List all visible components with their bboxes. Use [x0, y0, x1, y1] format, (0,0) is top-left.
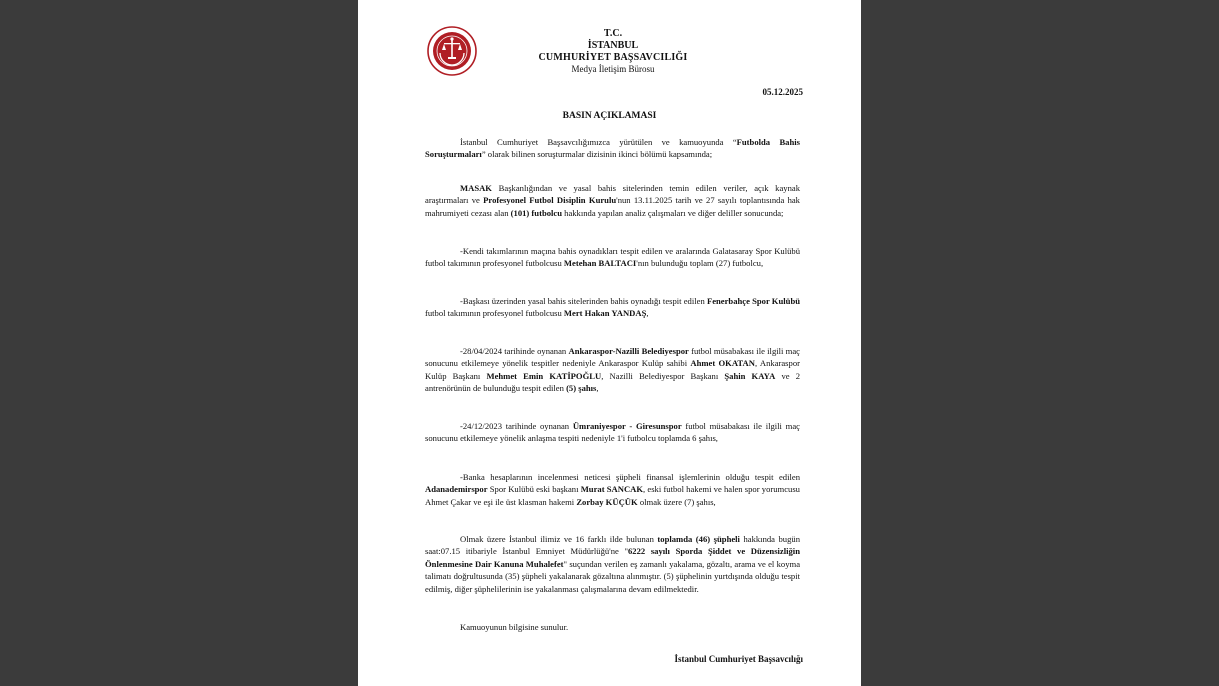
header-office: Medya İletişim Bürosu	[571, 64, 655, 74]
paragraph-4: -Başkası üzerinden yasal bahis sitelerinden bahis oynadığı tespit edilen Fenerbahçe Spor Kulübü futbol takımının profesyonel futbolcusu Mert Hakan YANDAŞ,	[425, 296, 801, 319]
document-page	[358, 0, 861, 686]
prosecutor-seal-logo	[427, 26, 477, 76]
signature: İstanbul Cumhuriyet Başsavcılığı	[674, 654, 803, 664]
header-tc: T.C.	[603, 28, 623, 39]
viewer-background-left	[0, 0, 358, 686]
paragraph-2: MASAK Başkanlığından ve yasal bahis sitelerinden temin edilen veriler, açık kaynak araştırmaları ve Profesyonel Futbol Disiplin Kurulu'nun 13.11.2025 tarih ve 27 sayılı toplantısında hak mahrumiyeti cezası alan (101) futbolcu hakkında yapılan analiz çalışmaları ve diğer deliller sonucunda;	[425, 183, 800, 218]
header-city: İSTANBUL	[587, 40, 639, 51]
header-institution: CUMHURİYET BAŞSAVCILIĞI	[538, 52, 688, 63]
paragraph-1: İstanbul Cumhuriyet Başsavcılığımızca yürütülen ve kamuoyunda “Futbolda Bahis Soruşturmaları” olarak bilinen soruşturmalar dizisinin ikinci bölümü kapsamında;	[425, 137, 800, 160]
document-date: 05.12.2025	[762, 87, 803, 97]
paragraph-9: Kamuoyunun bilgisine sunulur.	[460, 622, 569, 632]
paragraph-7: -Banka hesaplarının incelenmesi neticesi şüpheli finansal işlemlerinin olduğu tespit edilen Adanademirspor Spor Kulübü eski başkanı Murat SANCAK, eski futbol hakemi ve halen spor yorumcusu Ahmet Çakar ve eşi ile üst klasman hakemi Zorbay KÜÇÜK olmak üzere (7) şahıs,	[425, 472, 800, 507]
paragraph-5: -28/04/2024 tarihinde oynanan Ankaraspor-Nazilli Belediyespor futbol müsabakası ile ilgili maç sonucunu etkilemeye yönelik tespitler nedeniyle Ankaraspor Kulüp sahibi Ahmet OKATAN, Ankaraspor Kulüp Başkanı Mehmet Emin KATİPOĞLU, Nazilli Belediyespor Başkanı Şahin KAYA ve 2 antrenörünün de bulunduğu tespit edilen (5) şahıs,	[425, 346, 800, 394]
paragraph-3: -Kendi takımlarının maçına bahis oynadıkları tespit edilen ve aralarında Galatasaray Spor Kulübü futbol takımının profesyonel futbolcusu Metehan BALTACI'nın bulunduğu toplam (27) futbolcu,	[425, 246, 800, 269]
paragraph-6: -24/12/2023 tarihinde oynanan Ümraniyespor - Giresunspor futbol müsabakası ile ilgili maç sonucunu etkilemeye yönelik anlaşma tespiti nedeniyle 1'i futbolcu toplamda 6 şahıs,	[425, 421, 800, 444]
viewer-background-right	[861, 0, 1219, 686]
document-title: BASIN AÇIKLAMASI	[562, 111, 657, 121]
paragraph-8: Olmak üzere İstanbul ilimiz ve 16 farklı ilde bulunan toplamda (46) şüpheli hakkında bugün saat:07.15 itibariyle İstanbul Emniyet Müdürlüğü'ne "6222 sayılı Sporda Şiddet ve Düzensizliğin Önlenmesine Dair Kanuna Muhalefet" suçundan verilen eş zamanlı yakalama, gözaltı, arama ve el koyma talimatı doğrultusunda (35) şüpheli yakalanarak gözaltına alınmıştır. (5) şüphelinin yurtdışında olduğu tespit edilmiş, diğer şüphelilerinin ise yakalanması çalışmalarına devam edilmektedir.	[425, 534, 801, 594]
